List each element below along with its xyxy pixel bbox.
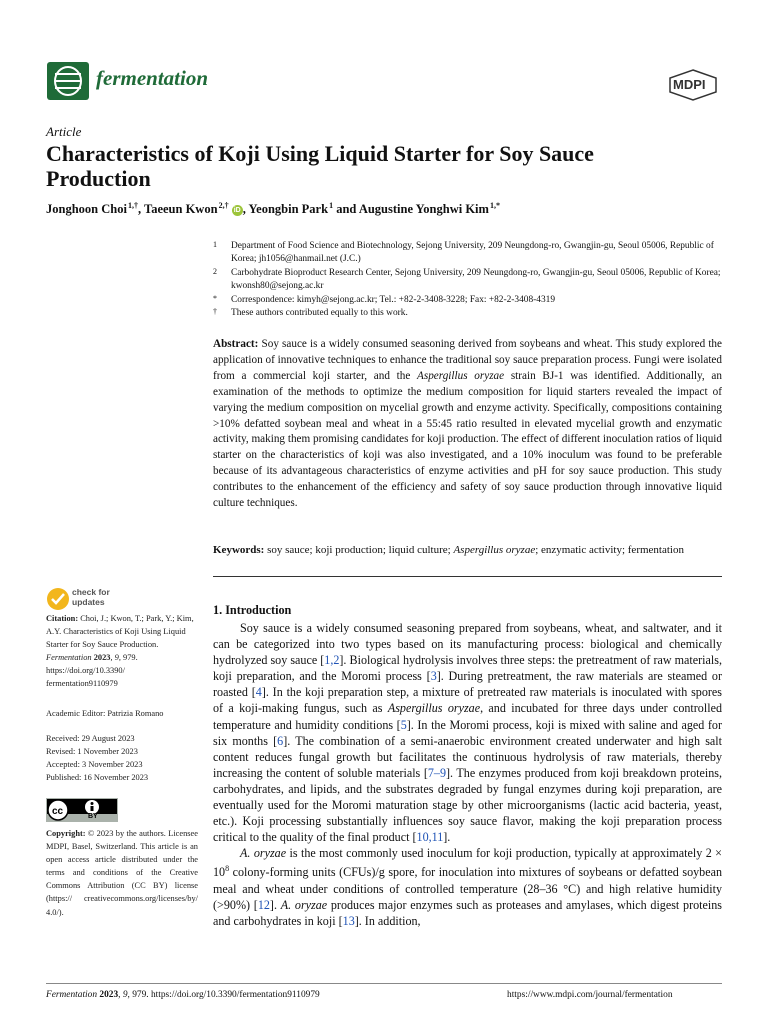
affiliation-item: [213, 240, 722, 267]
footer-journal: Fermentation: [46, 990, 98, 1000]
abstract-label: Abstract:: [213, 338, 259, 350]
author-sup: 1: [329, 201, 334, 210]
keywords-text: ; enzymatic activity; fermentation: [535, 544, 684, 556]
citation-link[interactable]: 3: [430, 669, 437, 684]
citation-volume: , 9: [110, 653, 119, 663]
abstract-text: strain BJ-1 was identified. Additionally, an examination of the methods to optimize the medium composition for liquid starters revealed the impact of varying the medium composition on mycelial growth and enzyme activity. Specifically, compositions containing >10% defatted soybean meal and wheat in a 55:45 ratio resulted in elevated mycelial growth and enzymatic activity, making them promising candidates for koji production. The effect of different inoculation ratios of liquid starter on the characteristics of koji was also investigated, and a 10% inoculum was found to be preferable because of its advantageous characteristics of enzyme activities and pH for soy sauce production. This study contributes to the enhancement of the efficiency and safety of soy sauce production through innovative liquid culture techniques.: [213, 369, 722, 510]
copyright-text: © 2023 by the authors. Licensee MDPI, Basel, Switzerland. This article is an open access article distributed under the terms and conditions of the Creative Commons Attribution (CC BY) license (https:// creativecommons.org/licenses/by/ 4.0/).: [46, 829, 198, 917]
accepted-date: Accepted: 3 November 2023: [46, 760, 143, 770]
footer-rule: [46, 983, 722, 984]
citation-doi[interactable]: , 979. https://doi.org/10.3390/ fermentation9110979: [46, 653, 138, 689]
citation-link[interactable]: 4: [255, 685, 262, 700]
affiliation-mark: 2: [213, 266, 217, 276]
cc-by-license-badge[interactable]: [46, 798, 118, 822]
orcid-icon[interactable]: iD: [233, 207, 241, 215]
abstract-divider: [213, 576, 722, 577]
affiliation-mark: 1: [213, 240, 217, 249]
correspondence: [213, 294, 722, 307]
article-type: Article: [46, 124, 82, 139]
check-updates-line1: check for: [72, 587, 110, 597]
affiliation-text: Department of Food Science and Biotechnology, Sejong University, 209 Neungdong-ro, Gwangjin-gu, Seoul 05006, Republic of Korea; jh1056@hanmail.net (J.C.): [231, 241, 714, 265]
journal-name: fermentation: [96, 66, 209, 90]
cc-by-icon: [46, 798, 118, 822]
keywords-species: Aspergillus oryzae: [453, 544, 536, 556]
abstract-species: Aspergillus oryzae: [417, 369, 505, 382]
affiliations: [213, 240, 722, 320]
section-heading: 1. Introduction: [213, 603, 292, 617]
mdpi-logo-text: MDPI: [673, 77, 706, 92]
check-updates-icon: [46, 587, 70, 611]
keywords-text: soy sauce; koji production; liquid culture;: [264, 544, 454, 556]
article-title: Characteristics of Koji Using Liquid Starter for Soy Sauce Production: [46, 141, 594, 191]
cc-by-label: BY: [88, 813, 98, 820]
copyright-block: [46, 827, 198, 919]
author-sup: 2,†: [218, 201, 229, 210]
author-name[interactable]: Augustine Yonghwi Kim: [358, 202, 489, 217]
affiliation-item: [213, 267, 722, 294]
published-date: Published: 16 November 2023: [46, 773, 149, 783]
citation-journal: Fermentation: [46, 653, 92, 663]
academic-editor: Academic Editor: Patrizia Romano: [46, 709, 164, 718]
footer-year: 2023: [97, 990, 119, 1000]
check-updates-line2: updates: [72, 597, 105, 607]
affiliation-text: Carbohydrate Bioproduct Research Center, Sejong University, 209 Neungdong-ro, Gwangjin-gu, Seoul 05006, Republic of Korea; kwonsh80@sejong.ac.kr: [231, 267, 721, 292]
svg-text:cc: cc: [52, 806, 64, 817]
intro-body: [213, 620, 722, 929]
footer-doi[interactable]: , 979. https://doi.org/10.3390/fermentation9110979: [127, 990, 320, 1000]
abstract: [213, 337, 722, 512]
keywords: [213, 543, 722, 558]
affiliation-text: Correspondence: kimyh@sejong.ac.kr; Tel.: +82-2-3408-3228; Fax: +82-2-3408-4319: [231, 294, 556, 305]
journal-logo: [47, 62, 89, 100]
citation-link[interactable]: 6: [277, 733, 284, 748]
author-name[interactable]: Taeeun Kwon: [144, 202, 218, 217]
citation-link[interactable]: 5: [400, 717, 407, 732]
affiliation-mark: *: [213, 293, 217, 303]
mdpi-logo: [668, 69, 718, 101]
intro-paragraph-1: Soy sauce is a widely consumed seasoning prepared from soybeans, wheat, and saltwater, and it can be categorized into two types based on its manufacturing process: biological and chemically hydrolyzed soy sauce [1,2]. Biological hydrolysis involves three steps: the pretreatment of raw materials, koji preparation, and the Moromi process [3]. During pretreatment, the raw materials are steamed or roasted [4]. In the koji preparation step, a mixture of pretreated raw materials is inoculated with spores of a koji-making fungus, such as Aspergillus oryzae, and incubated for three days under controlled temperature and humidity conditions [5]. In the Moromi process, koji is mixed with saline and aged for six months [6]. The combination of a semi-anaerobic environment created underwater and high salt content reduces fungal growth but facilitates the continuous hydrolysis of raw materials, thereby increasing the content of soluble materials [7–9]. The enzymes produced from koji breakdown proteins, carbohydrates, and lipids, and the substrates degraded by fungal enzymes during koji preparation, are eventually used for the Moromi maturation stage by other microorganisms (lactic acid bacteria, yeast, etc.). Koji processing substantially influences soy sauce flavor, making the koji preparation process critical to the quality of the final product [10,11].: [213, 621, 722, 845]
revised-date: Revised: 1 November 2023: [46, 747, 138, 757]
dates-block: [46, 732, 198, 784]
citation-block: [46, 612, 198, 691]
footer-volume: , 9: [118, 990, 128, 1000]
author-name[interactable]: Jonghoon Choi: [46, 202, 127, 217]
intro-paragraph-2: A. oryzae is the most commonly used inoculum for koji production, typically at approximately $2 \times 10^8$ colony-forming units (CFUs)/g spore, for inoculation into mixtures of soybeans or defatted soybean meal and wheat under conditions of controlled temperature (28–36 °C) and high relative humidity (>90%) [12]. A. oryzae produces major enzymes such as proteases and amylases, which digest proteins and carbohydrates in koji [13]. In addition,: [213, 846, 722, 928]
citation-link[interactable]: 13: [342, 913, 355, 928]
check-for-updates-button[interactable]: [46, 587, 206, 613]
author-name[interactable]: Yeongbin Park: [248, 202, 329, 217]
citation-link[interactable]: 7–9: [427, 765, 446, 780]
received-date: Received: 29 August 2023: [46, 734, 135, 743]
citation-link[interactable]: 1,2: [324, 653, 340, 668]
author-sup: 1,*: [489, 201, 500, 210]
affiliation-mark: †: [213, 307, 217, 317]
footer-journal-url[interactable]: https://www.mdpi.com/journal/fermentation: [507, 990, 673, 1000]
citation-text: Choi, J.; Kwon, T.; Park, Y.; Kim, A.Y. Characteristics of Koji Using Liquid Starter for Soy Sauce Production.: [46, 614, 194, 650]
footer-citation: [46, 990, 320, 1000]
author-list: Jonghoon Choi $^{1,\dagger}$, Taeeun Kwon $^{2,\dagger}$ iD , Yeongbin Park $^1$ and Augustine Yonghwi Kim $^{1,*}$: [46, 201, 500, 217]
citation-link[interactable]: 10,11: [416, 830, 444, 845]
keywords-label: Keywords:: [213, 544, 265, 556]
citation-year: 2023: [91, 653, 111, 663]
barrel-icon: [47, 62, 89, 100]
author-sup: 1,†: [127, 201, 138, 210]
copyright-label: Copyright:: [46, 829, 86, 838]
affiliation-text: These authors contributed equally to this work.: [231, 308, 408, 319]
equal-contribution-note: [213, 307, 722, 320]
citation-label: Citation:: [46, 614, 79, 623]
citation-link[interactable]: 12: [257, 897, 270, 912]
abstract-text: Soy sauce is a widely consumed seasoning derived from soybeans and wheat. This study explored the application of innovative techniques to enhance the traditional soy sauce preparation process. Fungi were isolated from a commercial koji starter, and the: [213, 338, 722, 382]
